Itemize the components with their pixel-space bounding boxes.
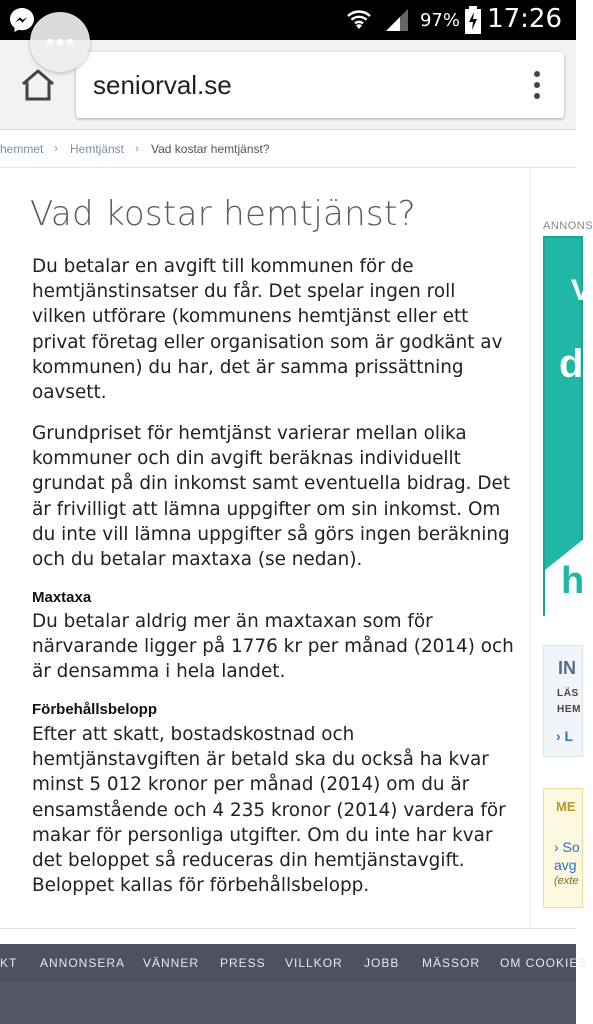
info-box-title: IN (558, 658, 576, 678)
tip-box-title: ME (556, 799, 576, 814)
ad-text-fragment: h (561, 560, 585, 602)
footer-link-jobb[interactable]: JOBB (364, 956, 400, 970)
ad-text-fragment: V (571, 274, 592, 307)
footer-link-villkor[interactable]: VILLKOR (285, 956, 343, 970)
maxtaxa-heading: Maxtaxa (32, 589, 92, 606)
tip-box (543, 788, 583, 908)
info-box (543, 645, 583, 757)
tip-box-note: (exte (554, 875, 579, 887)
footer-nav (0, 944, 588, 982)
ad-label: ANNONS (543, 220, 593, 232)
article-paragraph-2: Grundpriset för hemtjänst varierar mellan olika kommuner och din avgift beräknas individuellt grundat på din inkomst samt eventuella bidrag. Det är frivilligt att lämna uppgifter om sin inkomst. Om du inte vill lämna uppgifter så görs ingen beräkning och du betalar maxtaxa (se nedan). (32, 423, 511, 571)
battery-charging-icon (465, 6, 481, 34)
chat-bubble-icon[interactable] (30, 12, 90, 72)
breadcrumb-separator: › (54, 141, 58, 155)
footer-link-kontakt[interactable]: KT (0, 956, 18, 970)
footer-link-press[interactable]: PRESS (220, 956, 266, 970)
breadcrumb (0, 132, 576, 168)
ad-text-fragment: d (559, 342, 584, 386)
clock: 17:26 (487, 4, 562, 34)
maxtaxa-text: Du betalar aldrig mer än maxtaxan som för närvarande ligger på 1776 kr per månad (2014) och är densamma i hela landet. (32, 611, 514, 683)
breadcrumb-link-hemtjanst[interactable]: Hemtjänst (70, 142, 125, 156)
home-icon[interactable] (18, 67, 58, 103)
footer-link-om-cookies[interactable]: OM COOKIES (500, 956, 588, 970)
ad-banner[interactable] (543, 236, 592, 616)
footer-link-vanner[interactable]: VÄNNER (143, 956, 200, 970)
wifi-icon (344, 5, 374, 33)
url-text[interactable]: seniorval.se (93, 70, 232, 100)
page-title: Vad kostar hemtjänst? (30, 194, 416, 234)
breadcrumb-separator: › (135, 141, 139, 155)
tip-box-link[interactable]: › So (554, 839, 580, 855)
info-box-line: LÄS (557, 688, 579, 699)
signal-icon (384, 7, 410, 33)
info-box-link[interactable]: › L (556, 728, 574, 744)
content-divider (0, 928, 576, 929)
info-box-line: HEM (557, 704, 582, 715)
breadcrumb-current: Vad kostar hemtjänst? (151, 142, 270, 156)
overflow-menu-icon[interactable] (532, 70, 542, 100)
address-bar[interactable] (76, 52, 564, 118)
footer-link-annonsera[interactable]: ANNONSERA (40, 956, 126, 970)
column-divider (530, 170, 531, 930)
article-paragraph-1: Du betalar en avgift till kommunen för de hemtjänstinsatser du får. Det spelar ingen roll vilken utförare (kommunens hemtjänst eller ett privat företag eller organisation som är godkänt av kommunen) du har, det är samma prissättning oavsett. (32, 256, 503, 404)
footer (0, 944, 588, 1024)
battery-percent: 97% (419, 10, 460, 31)
forbehallsbelopp-heading: Förbehållsbelopp (32, 701, 158, 718)
more-dots-icon (46, 38, 74, 46)
tip-box-link[interactable]: avg (554, 857, 577, 873)
breadcrumb-link-home[interactable]: hemmet (0, 142, 44, 156)
forbehallsbelopp-text: Efter att skatt, bostadskostnad och hemtjänstavgiften är betald ska du också ha kvar minst 5 012 kronor per månad (2014) om du är ensamstående och 4 235 kronor (2014) vardera för makar för personliga utgifter. Om du inte har kvar det beloppet så reduceras din hemtjänstavgift. Beloppet kallas för förbehållsbelopp. (32, 724, 506, 897)
footer-link-massor[interactable]: MÄSSOR (422, 956, 481, 970)
